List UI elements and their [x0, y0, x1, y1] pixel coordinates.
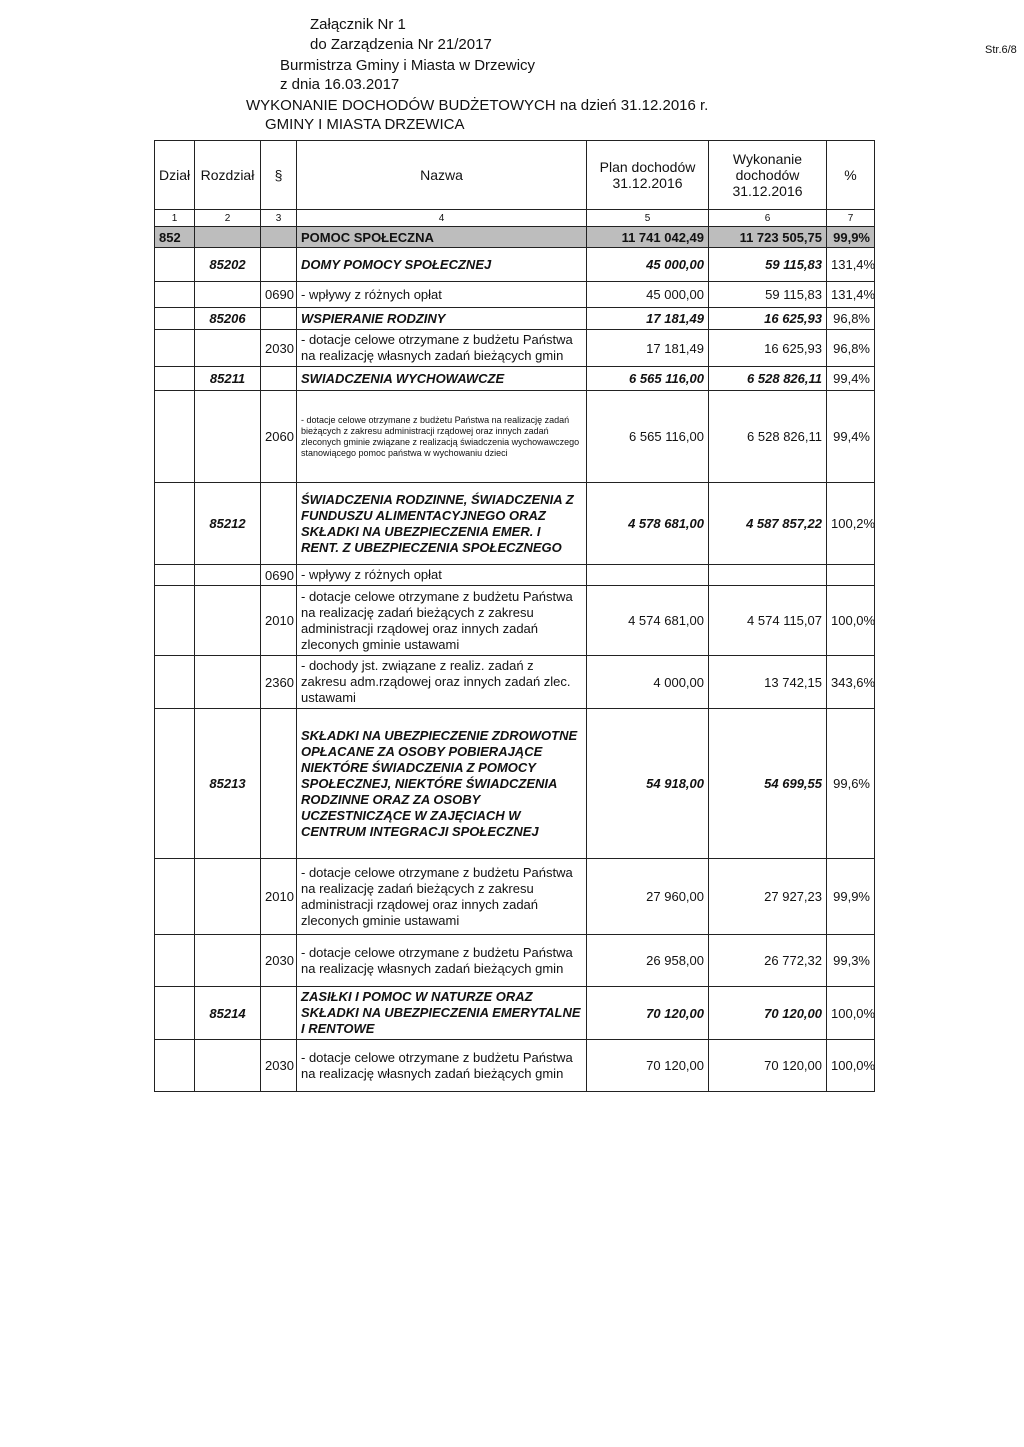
- table-body: [155, 248, 875, 1092]
- cell-nazwa: ZASIŁKI I POMOC W NATURZE ORAZ SKŁADKI NA UBEZPIECZENIA EMERYTALNE I RENTOWE: [297, 987, 587, 1040]
- cell-dzial: [155, 656, 195, 709]
- cell-dzial: [155, 282, 195, 308]
- cell-paragraf: 2060: [261, 391, 297, 483]
- cell-dzial: [155, 1040, 195, 1092]
- cell-plan: 4 578 681,00: [587, 483, 709, 565]
- cell-dzial: [155, 935, 195, 987]
- cell-dzial: [155, 859, 195, 935]
- cell-rozdzial: 85202: [195, 248, 261, 282]
- table-row: [155, 483, 875, 565]
- cell-wykonanie: 4 574 115,07: [709, 586, 827, 656]
- cell-nazwa: - dotacje celowe otrzymane z budżetu Państwa na realizację własnych zadań bieżących gmin: [297, 935, 587, 987]
- budget-table: [154, 140, 875, 1092]
- cell-rozdzial: 85214: [195, 987, 261, 1040]
- cell-nazwa: SKŁADKI NA UBEZPIECZENIE ZDROWOTNE OPŁACANE ZA OSOBY POBIERAJĄCE NIEKTÓRE ŚWIADCZENIA Z POMOCY SPOŁECZNEJ, NIEKTÓRE ŚWIADCZENIA RODZINNE ORAZ ZA OSOBY UCZESTNICZĄCE W ZAJĘCIACH W CENTRUM INTEGRACJI SPOŁECZNEJ: [297, 709, 587, 859]
- cell-rozdzial: [195, 1040, 261, 1092]
- cell-plan: 6 565 116,00: [587, 391, 709, 483]
- table-row: [155, 987, 875, 1040]
- cell-nazwa: - wpływy z różnych opłat: [297, 565, 587, 586]
- cell-plan: 45 000,00: [587, 248, 709, 282]
- cell-procent: 99,4%: [827, 391, 875, 483]
- table-row: [155, 656, 875, 709]
- cell-procent: 96,8%: [827, 330, 875, 367]
- cell-wykonanie: 54 699,55: [709, 709, 827, 859]
- cell-plan: 54 918,00: [587, 709, 709, 859]
- cell-procent: 99,9%: [827, 859, 875, 935]
- cell-procent: 131,4%: [827, 248, 875, 282]
- cell-nazwa: - dotacje celowe otrzymane z budżetu Państwa na realizację zadań bieżących z zakresu administracji rządowej oraz innych zadań zleconych gminie związane z realizacją świadczenia wychowawczego stanowiącego pomoc państwa w wychowaniu dzieci: [297, 391, 587, 483]
- cell-paragraf: [261, 308, 297, 330]
- col-rozdzial: Rozdział: [195, 141, 261, 210]
- col-procent: %: [827, 141, 875, 210]
- cell-paragraf: 0690: [261, 565, 297, 586]
- cell-paragraf: 2010: [261, 859, 297, 935]
- table-row: [155, 308, 875, 330]
- colnum: 1: [155, 210, 195, 227]
- cell-paragraf: [261, 367, 297, 391]
- cell-rozdzial: [195, 282, 261, 308]
- cell-rozdzial: [195, 656, 261, 709]
- colnum: 5: [587, 210, 709, 227]
- table-row: [155, 586, 875, 656]
- ordinance-number: do Zarządzenia Nr 21/2017: [310, 36, 492, 53]
- table-row: [155, 282, 875, 308]
- cell-nazwa: - wpływy z różnych opłat: [297, 282, 587, 308]
- table-row: [155, 565, 875, 586]
- cell-wykonanie: 4 587 857,22: [709, 483, 827, 565]
- cell-procent: 131,4%: [827, 282, 875, 308]
- table-row: [155, 935, 875, 987]
- cell-rozdzial: [195, 586, 261, 656]
- cell-nazwa: DOMY POMOCY SPOŁECZNEJ: [297, 248, 587, 282]
- cell-wykonanie: 27 927,23: [709, 859, 827, 935]
- table-row: [155, 391, 875, 483]
- cell-rozdzial: 85213: [195, 709, 261, 859]
- cell-plan: 27 960,00: [587, 859, 709, 935]
- cell-procent: 96,8%: [827, 308, 875, 330]
- cell-paragraf: 2030: [261, 1040, 297, 1092]
- table-row: [155, 1040, 875, 1092]
- cell-wykonanie: 59 115,83: [709, 248, 827, 282]
- cell-plan: 70 120,00: [587, 1040, 709, 1092]
- cell-nazwa: - dotacje celowe otrzymane z budżetu Państwa na realizację własnych zadań bieżących gmin: [297, 1040, 587, 1092]
- section-wykonanie: 11 723 505,75: [709, 227, 827, 248]
- cell-wykonanie: 70 120,00: [709, 987, 827, 1040]
- cell-procent: 100,2%: [827, 483, 875, 565]
- cell-paragraf: [261, 483, 297, 565]
- cell-procent: 100,0%: [827, 1040, 875, 1092]
- cell-rozdzial: [195, 935, 261, 987]
- col-dzial: Dział: [155, 141, 195, 210]
- cell-wykonanie: 16 625,93: [709, 330, 827, 367]
- cell-rozdzial: [195, 391, 261, 483]
- cell-rozdzial: 85206: [195, 308, 261, 330]
- cell-wykonanie: [709, 565, 827, 586]
- cell-procent: 100,0%: [827, 987, 875, 1040]
- table-row: [155, 330, 875, 367]
- colnum: 7: [827, 210, 875, 227]
- colnum: 3: [261, 210, 297, 227]
- cell-dzial: [155, 565, 195, 586]
- colnum: 2: [195, 210, 261, 227]
- section-empty: [195, 227, 261, 248]
- cell-dzial: [155, 367, 195, 391]
- cell-procent: 99,3%: [827, 935, 875, 987]
- cell-plan: 4 000,00: [587, 656, 709, 709]
- cell-plan: 26 958,00: [587, 935, 709, 987]
- cell-dzial: [155, 987, 195, 1040]
- cell-rozdzial: [195, 330, 261, 367]
- table-row: [155, 709, 875, 859]
- cell-procent: 343,6%: [827, 656, 875, 709]
- cell-dzial: [155, 391, 195, 483]
- cell-paragraf: 0690: [261, 282, 297, 308]
- annex-title: Załącznik Nr 1: [310, 16, 406, 33]
- cell-procent: [827, 565, 875, 586]
- cell-wykonanie: 6 528 826,11: [709, 391, 827, 483]
- section-plan: 11 741 042,49: [587, 227, 709, 248]
- table-header-row: [155, 141, 875, 210]
- cell-procent: 100,0%: [827, 586, 875, 656]
- cell-plan: 45 000,00: [587, 282, 709, 308]
- cell-procent: 99,6%: [827, 709, 875, 859]
- cell-nazwa: SWIADCZENIA WYCHOWAWCZE: [297, 367, 587, 391]
- cell-paragraf: [261, 709, 297, 859]
- cell-paragraf: [261, 248, 297, 282]
- cell-plan: 17 181,49: [587, 308, 709, 330]
- cell-wykonanie: 59 115,83: [709, 282, 827, 308]
- cell-paragraf: 2030: [261, 935, 297, 987]
- cell-dzial: [155, 586, 195, 656]
- issuer: Burmistrza Gminy i Miasta w Drzewicy: [280, 57, 536, 74]
- cell-paragraf: 2030: [261, 330, 297, 367]
- cell-nazwa: - dotacje celowe otrzymane z budżetu Państwa na realizację zadań bieżących z zakresu administracji rządowej oraz innych zadań zleconych gminie ustawami: [297, 586, 587, 656]
- column-number-row: [155, 210, 875, 227]
- table-row: [155, 859, 875, 935]
- section-row: [155, 227, 875, 248]
- cell-wykonanie: 13 742,15: [709, 656, 827, 709]
- section-empty: [261, 227, 297, 248]
- cell-wykonanie: 6 528 826,11: [709, 367, 827, 391]
- colnum: 6: [709, 210, 827, 227]
- cell-plan: 70 120,00: [587, 987, 709, 1040]
- col-wykonanie: Wykonanie dochodów 31.12.2016: [709, 141, 827, 210]
- table-row: [155, 248, 875, 282]
- cell-paragraf: 2360: [261, 656, 297, 709]
- cell-nazwa: ŚWIADCZENIA RODZINNE, ŚWIADCZENIA Z FUNDUSZU ALIMENTACYJNEGO ORAZ SKŁADKI NA UBEZPIECZENIA EMER. I RENT. Z UBEZPIECZENIA SPOŁECZNEGO: [297, 483, 587, 565]
- cell-dzial: [155, 483, 195, 565]
- cell-plan: 17 181,49: [587, 330, 709, 367]
- col-nazwa: Nazwa: [297, 141, 587, 210]
- cell-rozdzial: [195, 859, 261, 935]
- cell-nazwa: - dochody jst. związane z realiz. zadań z zakresu adm.rządowej oraz innych zadań zlec. ustawami: [297, 656, 587, 709]
- municipality-name: GMINY I MIASTA DRZEWICA: [265, 116, 465, 133]
- cell-wykonanie: 16 625,93: [709, 308, 827, 330]
- cell-dzial: [155, 248, 195, 282]
- cell-plan: 4 574 681,00: [587, 586, 709, 656]
- table-row: [155, 367, 875, 391]
- cell-nazwa: WSPIERANIE RODZINY: [297, 308, 587, 330]
- section-nazwa: POMOC SPOŁECZNA: [297, 227, 587, 248]
- cell-dzial: [155, 709, 195, 859]
- cell-paragraf: 2010: [261, 586, 297, 656]
- cell-wykonanie: 70 120,00: [709, 1040, 827, 1092]
- page-number: Str.6/8: [985, 44, 1017, 56]
- cell-rozdzial: 85211: [195, 367, 261, 391]
- cell-procent: 99,4%: [827, 367, 875, 391]
- cell-paragraf: [261, 987, 297, 1040]
- cell-plan: [587, 565, 709, 586]
- cell-plan: 6 565 116,00: [587, 367, 709, 391]
- issue-date: z dnia 16.03.2017: [280, 76, 400, 93]
- cell-dzial: [155, 308, 195, 330]
- colnum: 4: [297, 210, 587, 227]
- section-dzial: 852: [155, 227, 195, 248]
- cell-rozdzial: [195, 565, 261, 586]
- cell-nazwa: - dotacje celowe otrzymane z budżetu Państwa na realizację własnych zadań bieżących gmin: [297, 330, 587, 367]
- cell-wykonanie: 26 772,32: [709, 935, 827, 987]
- col-paragraf: §: [261, 141, 297, 210]
- section-procent: 99,9%: [827, 227, 875, 248]
- report-title: WYKONANIE DOCHODÓW BUDŻETOWYCH na dzień 31.12.2016 r.: [246, 97, 709, 114]
- cell-dzial: [155, 330, 195, 367]
- cell-rozdzial: 85212: [195, 483, 261, 565]
- col-plan: Plan dochodów 31.12.2016: [587, 141, 709, 210]
- cell-nazwa: - dotacje celowe otrzymane z budżetu Państwa na realizację zadań bieżących z zakresu administracji rządowej oraz innych zadań zleconych gminie ustawami: [297, 859, 587, 935]
